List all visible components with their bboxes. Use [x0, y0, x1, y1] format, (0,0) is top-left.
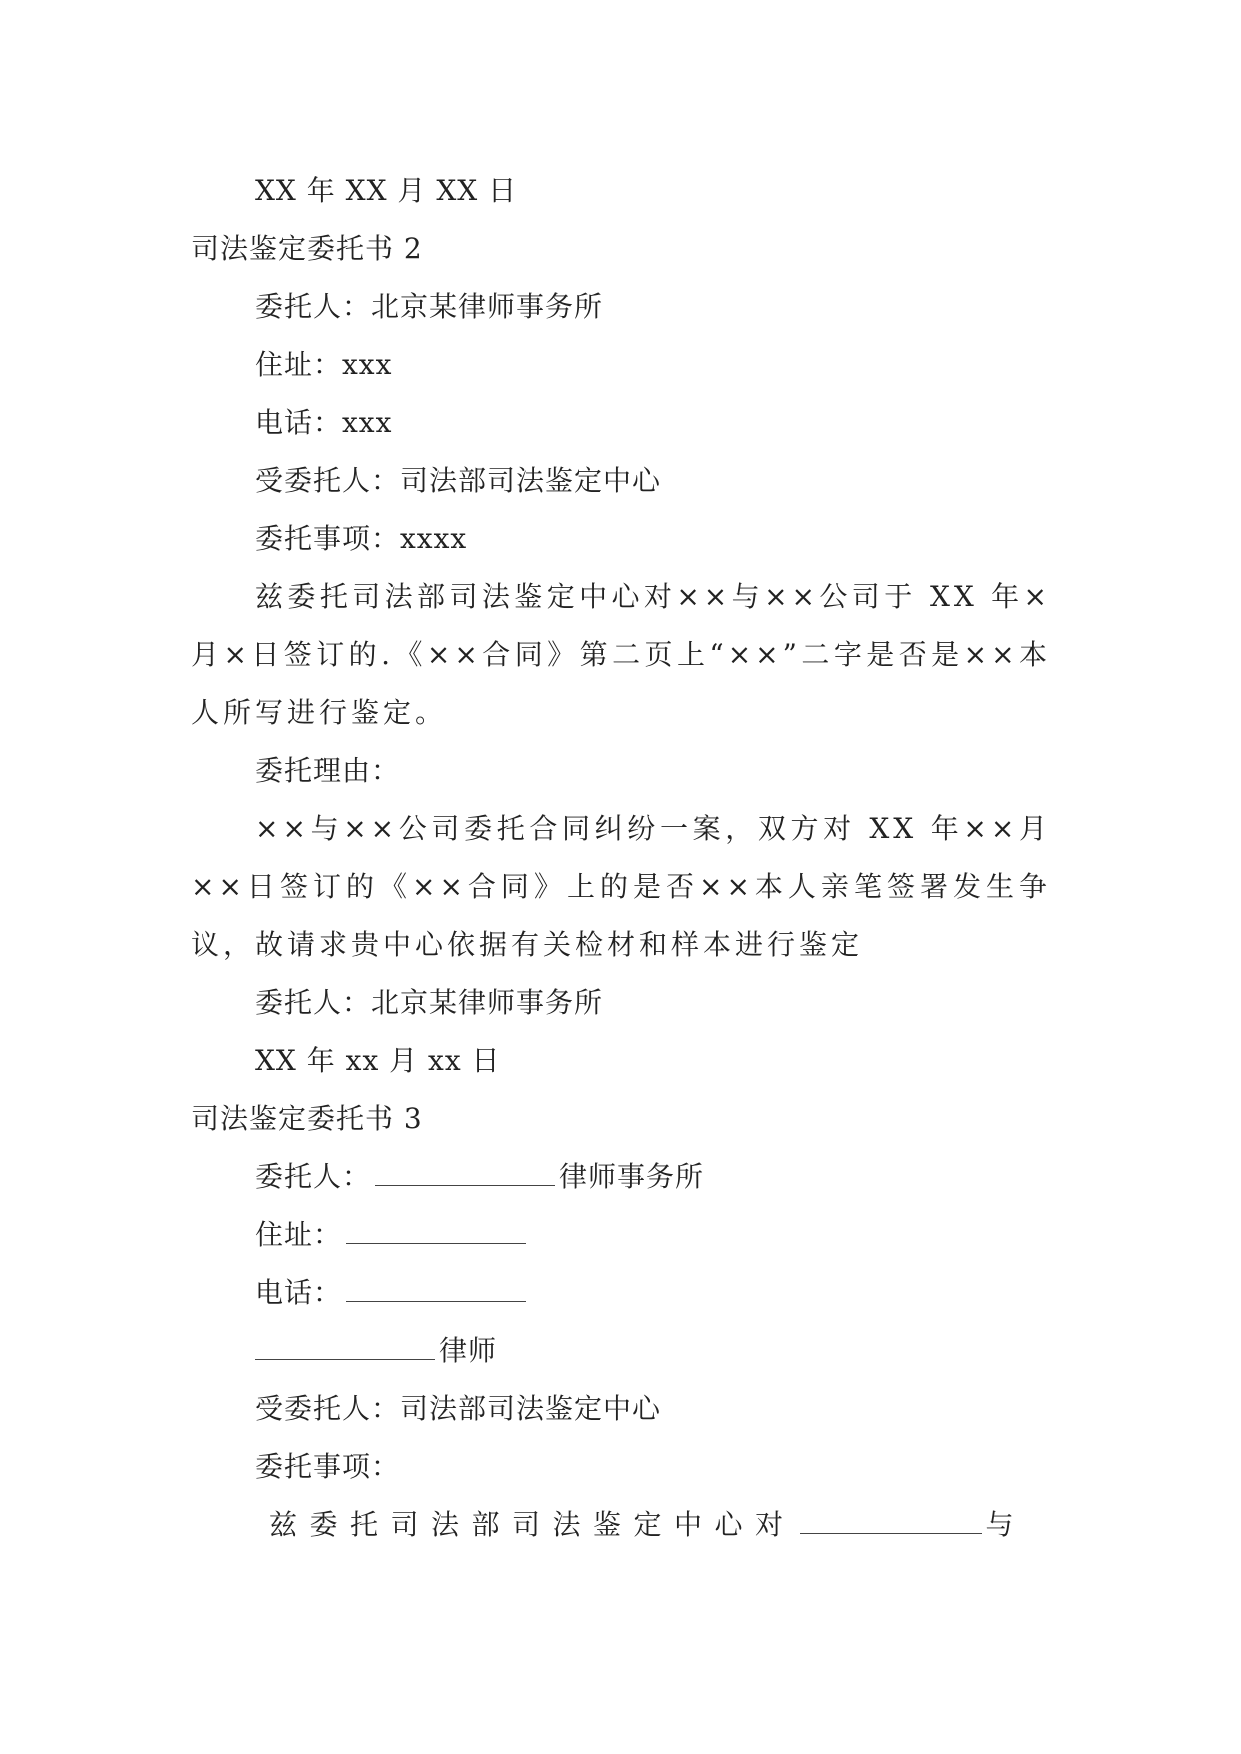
phone-line [191, 1264, 1051, 1322]
entrusted-party-line: 受委托人：司法部司法鉴定中心 [255, 464, 662, 497]
document-body [191, 162, 1051, 1554]
matter-blank-field [800, 1509, 982, 1534]
reason-label: 委托理由： [255, 754, 401, 787]
date-line: XX 年 xx 月 xx 日 [255, 1044, 501, 1077]
reason-paragraph: ××与××公司委托合同纠纷一案，双方对 XX 年××月××日签订的《××合同》上的是否××本人亲笔签署发生争议，故请求贵中心依据有关检材和样本进行鉴定 [191, 812, 1051, 961]
date-line: XX 年 XX 月 XX 日 [255, 174, 518, 207]
lawyer-blank-field [255, 1335, 435, 1360]
phone-label: 电话： [255, 1276, 343, 1309]
signer-line: 委托人：北京某律师事务所 [255, 986, 604, 1019]
matter-paragraph: 兹委托司法部司法鉴定中心对××与××公司于 XX 年×月×日签订的.《××合同》第二页上“××”二字是否是××本人所写进行鉴定。 [191, 580, 1051, 729]
client-line: 委托人：北京某律师事务所 [255, 290, 604, 323]
address-line: 住址：xxx [255, 348, 393, 381]
address-blank-field [346, 1219, 526, 1244]
matter-line: 委托事项： [255, 1450, 401, 1483]
section-title: 司法鉴定委托书 3 [191, 1102, 423, 1135]
client-line [191, 1148, 1051, 1206]
matter-prefix: 兹委托司法部司法鉴定中心对 [269, 1508, 796, 1541]
lawyer-suffix: 律师 [439, 1334, 498, 1367]
phone-blank-field [346, 1277, 526, 1302]
lawyer-line [191, 1322, 1051, 1380]
address-line [191, 1206, 1051, 1264]
matter-paragraph [191, 1496, 1051, 1554]
entrusted-party-line: 受委托人：司法部司法鉴定中心 [255, 1392, 662, 1425]
phone-line: 电话：xxx [255, 406, 393, 439]
client-suffix: 律师事务所 [559, 1160, 705, 1193]
client-blank-field [375, 1161, 555, 1186]
client-label: 委托人： [255, 1160, 372, 1193]
address-label: 住址： [255, 1218, 343, 1251]
matter-suffix: 与 [985, 1508, 1027, 1541]
matter-line: 委托事项：xxxx [255, 522, 468, 555]
section-title: 司法鉴定委托书 2 [191, 232, 423, 265]
